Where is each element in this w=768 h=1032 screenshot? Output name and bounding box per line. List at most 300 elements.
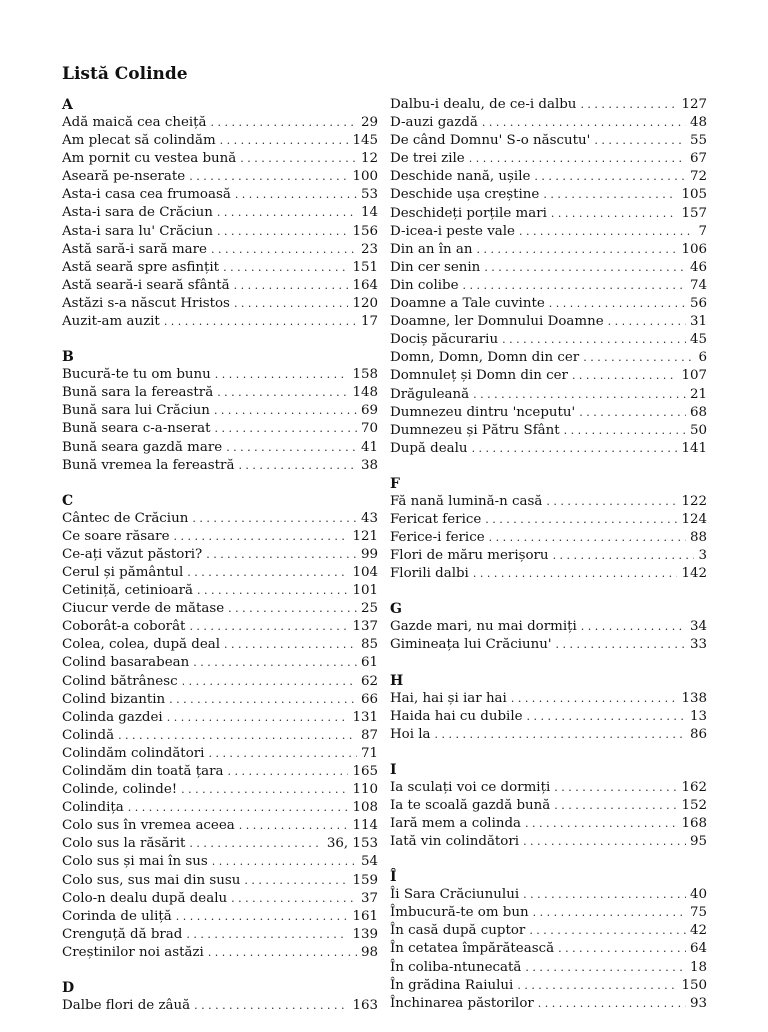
dot-leader bbox=[244, 872, 348, 890]
entry-title: Colindăm colindători bbox=[62, 745, 205, 761]
entry-title: Cerul și pământul bbox=[62, 564, 184, 580]
index-entry bbox=[62, 366, 378, 384]
entry-page-number: 74 bbox=[689, 277, 707, 293]
entry-page-number: 141 bbox=[681, 440, 707, 456]
index-entry bbox=[390, 422, 707, 440]
dot-leader bbox=[525, 959, 686, 977]
index-entry bbox=[62, 763, 378, 781]
index-entry bbox=[390, 529, 707, 547]
entry-title: Asta-i sara lu' Crăciun bbox=[62, 223, 213, 239]
entry-page-number: 162 bbox=[681, 779, 707, 795]
entry-page-number: 165 bbox=[352, 764, 378, 779]
dot-leader bbox=[580, 96, 677, 114]
entry-title: Domn, Domn, Domn din cer bbox=[390, 350, 580, 366]
index-entry bbox=[62, 636, 378, 654]
dot-leader bbox=[231, 890, 357, 908]
index-entry bbox=[62, 168, 378, 186]
entry-page-number: 7 bbox=[698, 223, 707, 239]
index-entry bbox=[390, 205, 707, 223]
entry-title: Am plecat să colindăm bbox=[62, 133, 216, 149]
dot-leader bbox=[182, 673, 357, 691]
entry-page-number: 101 bbox=[352, 583, 378, 599]
index-section bbox=[390, 600, 707, 654]
entry-title: Adă maică cea cheiță bbox=[62, 115, 207, 130]
entry-page-number: 54 bbox=[360, 854, 378, 870]
dot-leader bbox=[469, 150, 686, 168]
entry-page-number: 159 bbox=[352, 872, 378, 888]
entry-page-number: 142 bbox=[681, 566, 707, 582]
entry-page-number: 37 bbox=[360, 890, 378, 906]
entry-page-number: 68 bbox=[689, 404, 707, 420]
entry-title: Bucură-te tu om bunu bbox=[62, 367, 211, 383]
index-section bbox=[390, 868, 707, 1013]
entry-title: Închinarea păstorilor bbox=[390, 995, 534, 1011]
entry-page-number: 124 bbox=[681, 511, 707, 527]
index-entry bbox=[390, 114, 707, 132]
index-entry bbox=[390, 959, 707, 977]
dot-leader bbox=[212, 853, 357, 871]
index-entry bbox=[390, 132, 707, 150]
index-section bbox=[390, 761, 707, 851]
index-entry bbox=[62, 564, 378, 582]
dot-leader bbox=[543, 186, 677, 204]
index-entry bbox=[390, 726, 707, 744]
entry-title: Asta-i sara de Crăciun bbox=[62, 205, 213, 221]
entry-page-number: 148 bbox=[352, 385, 378, 401]
entry-title: În casă după cuptor bbox=[390, 923, 526, 939]
entry-title: Doamne, ler Domnului Doamne bbox=[390, 314, 604, 330]
index-entry bbox=[62, 439, 378, 457]
dot-leader bbox=[525, 815, 677, 833]
dot-leader bbox=[554, 779, 677, 797]
entry-page-number: 71 bbox=[360, 745, 378, 761]
entry-page-number: 13 bbox=[689, 708, 707, 724]
dot-leader bbox=[211, 241, 357, 259]
entry-title: Flori de măru merișoru bbox=[390, 548, 549, 564]
entry-page-number: 161 bbox=[352, 908, 378, 924]
index-entry bbox=[62, 781, 378, 799]
index-entry bbox=[390, 259, 707, 277]
entry-title: Colo sus în vremea aceea bbox=[62, 818, 235, 834]
entry-page-number: 23 bbox=[360, 241, 378, 257]
entry-title: Bună seara gazdă mare bbox=[62, 439, 223, 455]
section-letter: G bbox=[390, 601, 402, 618]
dot-leader bbox=[214, 420, 356, 438]
entry-title: Corinda de uliță bbox=[62, 908, 172, 924]
section-letter: C bbox=[62, 492, 74, 509]
entry-page-number: 72 bbox=[689, 169, 707, 185]
entry-page-number: 100 bbox=[352, 169, 378, 185]
index-entry bbox=[390, 493, 707, 511]
dot-leader bbox=[581, 618, 686, 636]
entry-title: Dalbe flori de zâuă bbox=[62, 998, 191, 1014]
entry-title: Astă sară-i sară mare bbox=[62, 241, 207, 257]
index-entry bbox=[62, 799, 378, 817]
entry-title: Colo sus, sus mai din susu bbox=[62, 872, 241, 888]
entry-page-number: 36, 153 bbox=[326, 836, 378, 852]
index-entry bbox=[62, 745, 378, 763]
index-entry bbox=[62, 313, 378, 331]
dot-leader bbox=[192, 510, 357, 528]
index-column-right bbox=[390, 96, 707, 1030]
entry-page-number: 66 bbox=[360, 691, 378, 707]
index-entry bbox=[390, 313, 707, 331]
entry-page-number: 108 bbox=[352, 800, 378, 816]
dot-leader bbox=[511, 690, 678, 708]
index-entry bbox=[62, 384, 378, 402]
dot-leader bbox=[208, 745, 357, 763]
dot-leader bbox=[484, 259, 686, 277]
page-title: Listă Colinde bbox=[62, 64, 188, 84]
index-entry bbox=[62, 654, 378, 672]
dot-leader bbox=[502, 331, 686, 349]
entry-page-number: 151 bbox=[352, 259, 378, 275]
entry-page-number: 61 bbox=[360, 655, 378, 671]
index-entry bbox=[62, 872, 378, 890]
entry-page-number: 120 bbox=[352, 295, 378, 311]
entry-title: Colindița bbox=[62, 800, 124, 816]
entry-page-number: 62 bbox=[360, 673, 378, 689]
dot-leader bbox=[551, 205, 678, 223]
dot-leader bbox=[463, 277, 686, 295]
index-entry bbox=[390, 277, 707, 295]
index-entry bbox=[390, 404, 707, 422]
dot-leader bbox=[220, 132, 349, 150]
entry-title: În coliba-ntunecată bbox=[390, 959, 522, 975]
index-entry bbox=[390, 547, 707, 565]
index-entry bbox=[62, 259, 378, 277]
dot-leader bbox=[217, 223, 348, 241]
index-entry bbox=[390, 690, 707, 708]
entry-page-number: 95 bbox=[689, 834, 707, 850]
dot-leader bbox=[214, 402, 357, 420]
entry-title: Fericat ferice bbox=[390, 511, 482, 527]
index-entry bbox=[62, 727, 378, 745]
entry-page-number: 145 bbox=[352, 133, 378, 149]
entry-title: Astă seară spre asfințit bbox=[62, 259, 220, 275]
entry-page-number: 106 bbox=[681, 241, 707, 257]
index-entry bbox=[62, 890, 378, 908]
index-entry bbox=[390, 96, 707, 114]
entry-title: Aseară pe-nserate bbox=[62, 169, 186, 185]
index-entry bbox=[390, 168, 707, 186]
dot-leader bbox=[211, 114, 357, 132]
entry-title: Gazde mari, nu mai dormiți bbox=[390, 619, 577, 635]
dot-leader bbox=[553, 547, 695, 565]
entry-page-number: 85 bbox=[360, 637, 378, 653]
index-entry bbox=[62, 204, 378, 222]
dot-leader bbox=[435, 726, 686, 744]
dot-leader bbox=[215, 366, 349, 384]
entry-page-number: 139 bbox=[352, 926, 378, 942]
dot-leader bbox=[527, 708, 686, 726]
dot-leader bbox=[564, 422, 686, 440]
section-letter: H bbox=[390, 672, 404, 689]
entry-title: Iată vin colindători bbox=[390, 834, 520, 850]
entry-title: Auzit-am auzit bbox=[62, 314, 160, 330]
index-entry bbox=[390, 150, 707, 168]
dot-leader bbox=[194, 997, 348, 1015]
index-section bbox=[62, 492, 378, 962]
dot-leader bbox=[217, 384, 348, 402]
entry-page-number: 45 bbox=[689, 332, 707, 348]
entry-title: Doamne a Tale cuvinte bbox=[390, 296, 545, 312]
entry-page-number: 131 bbox=[352, 709, 378, 725]
entry-page-number: 110 bbox=[352, 782, 378, 798]
index-entry bbox=[390, 511, 707, 529]
section-letter: I bbox=[390, 761, 397, 778]
entry-title: Ia sculați voi ce dormiți bbox=[390, 779, 551, 795]
dot-leader bbox=[189, 835, 323, 853]
dot-leader bbox=[473, 565, 678, 583]
index-entry bbox=[390, 708, 707, 726]
dot-leader bbox=[477, 241, 678, 259]
dot-leader bbox=[558, 940, 686, 958]
dot-leader bbox=[529, 922, 686, 940]
entry-title: Îi Sara Crăciunului bbox=[390, 887, 520, 903]
dot-leader bbox=[239, 817, 349, 835]
entry-title: Bună seara c-a-nserat bbox=[62, 421, 211, 437]
entry-title: Ce soare răsare bbox=[62, 528, 170, 544]
dot-leader bbox=[217, 204, 357, 222]
entry-title: Bună vremea la fereastră bbox=[62, 457, 235, 473]
index-entry bbox=[62, 673, 378, 691]
entry-title: Fă nană lumină-n casă bbox=[390, 493, 543, 509]
index-entry bbox=[62, 600, 378, 618]
dot-leader bbox=[169, 691, 357, 709]
entry-page-number: 107 bbox=[681, 368, 707, 384]
entry-page-number: 42 bbox=[689, 923, 707, 939]
index-entry bbox=[62, 582, 378, 600]
entry-title: Cântec de Crăciun bbox=[62, 510, 189, 526]
index-entry bbox=[390, 295, 707, 313]
dot-leader bbox=[167, 709, 349, 727]
index-entry bbox=[62, 114, 378, 132]
section-letter: A bbox=[62, 97, 73, 113]
dot-leader bbox=[472, 440, 678, 458]
dot-leader bbox=[228, 763, 349, 781]
dot-leader bbox=[549, 295, 686, 313]
entry-title: Asta-i casa cea frumoasă bbox=[62, 187, 231, 203]
entry-title: Dociș păcurariu bbox=[390, 332, 499, 348]
dot-leader bbox=[235, 186, 357, 204]
entry-page-number: 104 bbox=[352, 564, 378, 580]
entry-title: Colindă bbox=[62, 727, 115, 743]
entry-title: De când Domnu' S-o născutu' bbox=[390, 133, 591, 149]
index-section bbox=[390, 96, 707, 458]
entry-page-number: 33 bbox=[689, 637, 707, 653]
entry-page-number: 14 bbox=[360, 205, 378, 221]
entry-title: Creștinilor noi astăzi bbox=[62, 944, 204, 960]
entry-title: Deschide nană, ușile bbox=[390, 169, 531, 185]
dot-leader bbox=[193, 654, 357, 672]
entry-page-number: 75 bbox=[689, 905, 707, 921]
index-entry bbox=[390, 833, 707, 851]
dot-leader bbox=[187, 564, 348, 582]
index-entry bbox=[62, 618, 378, 636]
dot-leader bbox=[164, 313, 357, 331]
index-section bbox=[62, 96, 378, 331]
dot-leader bbox=[473, 386, 686, 404]
entry-title: Din an în an bbox=[390, 241, 473, 257]
dot-leader bbox=[482, 114, 686, 132]
entry-title: Ce-ați văzut păstori? bbox=[62, 546, 203, 562]
entry-title: Colinda gazdei bbox=[62, 709, 163, 725]
entry-page-number: 12 bbox=[360, 151, 378, 167]
dot-leader bbox=[489, 529, 686, 547]
entry-page-number: 41 bbox=[360, 439, 378, 455]
entry-page-number: 164 bbox=[352, 277, 378, 293]
index-entry bbox=[390, 940, 707, 958]
entry-page-number: 122 bbox=[681, 493, 707, 509]
index-entry bbox=[62, 223, 378, 241]
dot-leader bbox=[608, 313, 686, 331]
dot-leader bbox=[206, 546, 357, 564]
index-entry bbox=[62, 908, 378, 926]
index-entry bbox=[62, 853, 378, 871]
entry-page-number: 150 bbox=[681, 977, 707, 993]
dot-leader bbox=[189, 618, 348, 636]
entry-page-number: 40 bbox=[689, 887, 707, 903]
entry-title: Colind bătrânesc bbox=[62, 673, 178, 689]
dot-leader bbox=[534, 168, 686, 186]
entry-page-number: 29 bbox=[360, 115, 378, 130]
dot-leader bbox=[519, 223, 695, 241]
entry-title: Colo sus și mai în sus bbox=[62, 854, 208, 870]
entry-page-number: 21 bbox=[689, 386, 707, 402]
dot-leader bbox=[197, 582, 348, 600]
index-entry bbox=[62, 510, 378, 528]
entry-page-number: 43 bbox=[360, 510, 378, 526]
entry-page-number: 38 bbox=[360, 457, 378, 473]
dot-leader bbox=[517, 977, 677, 995]
entry-page-number: 6 bbox=[698, 350, 707, 366]
entry-title: Deschideți porțile mari bbox=[390, 205, 547, 221]
entry-title: Am pornit cu vestea bună bbox=[62, 151, 237, 167]
index-entry bbox=[62, 997, 378, 1015]
entry-page-number: 158 bbox=[352, 367, 378, 383]
dot-leader bbox=[238, 457, 357, 475]
dot-leader bbox=[533, 904, 686, 922]
entry-title: D-auzi gazdă bbox=[390, 115, 478, 131]
entry-title: În cetatea împărătească bbox=[390, 941, 555, 957]
entry-page-number: 99 bbox=[360, 546, 378, 562]
dot-leader bbox=[228, 600, 357, 618]
index-entry bbox=[62, 691, 378, 709]
entry-title: Colo sus la răsărit bbox=[62, 836, 186, 852]
index-entry bbox=[390, 797, 707, 815]
dot-leader bbox=[128, 799, 349, 817]
dot-leader bbox=[579, 404, 686, 422]
entry-page-number: 18 bbox=[689, 959, 707, 975]
index-entry bbox=[390, 886, 707, 904]
entry-page-number: 156 bbox=[352, 223, 378, 239]
index-entry bbox=[390, 815, 707, 833]
entry-page-number: 69 bbox=[360, 403, 378, 419]
dot-leader bbox=[181, 781, 348, 799]
dot-leader bbox=[208, 944, 357, 962]
index-entry bbox=[62, 546, 378, 564]
entry-page-number: 70 bbox=[360, 421, 378, 437]
entry-page-number: 163 bbox=[352, 998, 378, 1014]
entry-page-number: 64 bbox=[689, 941, 707, 957]
entry-page-number: 67 bbox=[689, 151, 707, 167]
index-entry bbox=[390, 779, 707, 797]
entry-page-number: 114 bbox=[352, 818, 378, 834]
index-entry bbox=[62, 402, 378, 420]
entry-page-number: 34 bbox=[689, 619, 707, 635]
dot-leader bbox=[234, 295, 349, 313]
index-entry bbox=[390, 349, 707, 367]
entry-title: Hoi la bbox=[390, 726, 431, 742]
entry-title: Cetiniță, cetinioară bbox=[62, 583, 194, 599]
dot-leader bbox=[234, 277, 349, 295]
dot-leader bbox=[240, 150, 357, 168]
entry-title: Ciucur verde de mătase bbox=[62, 601, 225, 617]
dot-leader bbox=[554, 797, 677, 815]
entry-title: Din cer senin bbox=[390, 259, 481, 275]
dot-leader bbox=[523, 886, 686, 904]
entry-page-number: 87 bbox=[360, 727, 378, 743]
index-entry bbox=[62, 186, 378, 204]
entry-title: D-icea-i peste vale bbox=[390, 223, 515, 239]
dot-leader bbox=[224, 636, 357, 654]
entry-page-number: 168 bbox=[681, 816, 707, 831]
entry-title: Colea, colea, după deal bbox=[62, 637, 221, 653]
entry-page-number: 48 bbox=[689, 115, 707, 131]
index-entry bbox=[390, 367, 707, 385]
entry-page-number: 98 bbox=[360, 944, 378, 960]
index-entry bbox=[62, 835, 378, 853]
entry-title: Gimineața lui Crăciunu' bbox=[390, 637, 552, 653]
dot-leader bbox=[174, 528, 349, 546]
index-entry bbox=[62, 420, 378, 438]
entry-title: Bună sara la fereastră bbox=[62, 385, 214, 401]
index-entry bbox=[390, 241, 707, 259]
entry-title: Colind basarabean bbox=[62, 655, 190, 671]
index-section bbox=[62, 979, 378, 1015]
index-entry bbox=[62, 295, 378, 313]
entry-title: Drăguleană bbox=[390, 386, 470, 402]
index-entry bbox=[62, 817, 378, 835]
index-entry bbox=[62, 150, 378, 168]
entry-page-number: 3 bbox=[698, 548, 707, 564]
index-entry bbox=[62, 457, 378, 475]
entry-title: Colind bizantin bbox=[62, 691, 166, 707]
index-entry bbox=[390, 186, 707, 204]
index-entry bbox=[390, 331, 707, 349]
dot-leader bbox=[485, 511, 677, 529]
index-section bbox=[62, 348, 378, 475]
entry-page-number: 53 bbox=[360, 187, 378, 203]
entry-title: Colinde, colinde! bbox=[62, 782, 178, 798]
index-column-left bbox=[62, 96, 378, 1032]
dot-leader bbox=[546, 493, 677, 511]
entry-title: Domnuleț și Domn din cer bbox=[390, 368, 568, 384]
dot-leader bbox=[523, 833, 686, 851]
entry-title: Florili dalbi bbox=[390, 566, 469, 582]
index-entry bbox=[62, 241, 378, 259]
entry-title: Astă seară-i seară sfântă bbox=[62, 277, 230, 293]
entry-page-number: 127 bbox=[681, 97, 707, 112]
entry-page-number: 93 bbox=[689, 995, 707, 1011]
entry-page-number: 137 bbox=[352, 619, 378, 635]
dot-leader bbox=[556, 636, 686, 654]
entry-page-number: 31 bbox=[689, 314, 707, 330]
index-entry bbox=[62, 277, 378, 295]
entry-title: Haida hai cu dubile bbox=[390, 708, 523, 724]
entry-title: Bună sara lui Crăciun bbox=[62, 403, 210, 419]
